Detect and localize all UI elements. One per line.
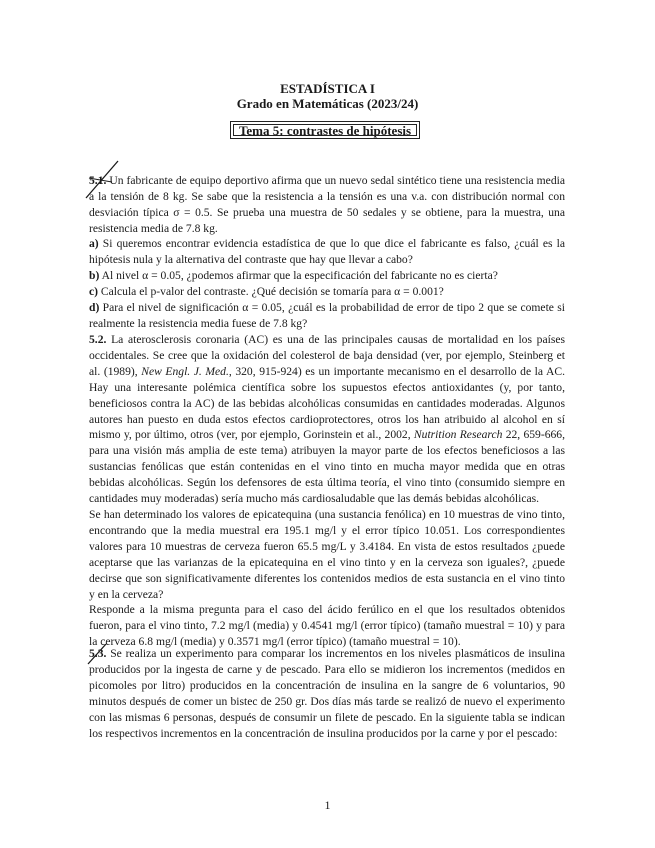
part-text: Para el nivel de significación α = 0.05, ¿cuál es la probabilidad de error de tipo 2 que se comete si realmente la resistencia media fuese de 7.8 kg? bbox=[89, 300, 565, 330]
problem-text: 22, 659-666, para una visión más amplia de este tema) atribuyen la mayor parte de los efectos beneficiosos a las sustancias fenólicas que están contenidas en el vino tinto en mucha mayor medida que en otras bebidas alcohólicas. Según los defensores de esta última teoría, el vino tinto (consumido siempre en cantidades muy moderadas) sería mucho más cardiosaludable que las demás bebidas alcohólicas. bbox=[89, 428, 565, 506]
journal-citation: Nutrition Research bbox=[413, 428, 503, 442]
part-label: b) bbox=[89, 268, 100, 282]
problem-text: Un fabricante de equipo deportivo afirma que un nuevo sedal sintético tiene una resistencia media a la tensión de 8 kg. Se sabe que la resistencia a la tensión es una v.a. con distribución normal con desviación típica σ = 0.5. Se prueba una muestra de 50 sedales y se obtiene, para la muestra, una resistencia media de 7.8 kg. bbox=[89, 174, 565, 235]
problem-number: 5.2. bbox=[89, 333, 107, 346]
problem-paragraph: Responde a la misma pregunta para el caso del ácido ferúlico en el que los resultados obtenidos fueron, para el vino tinto, 7.2 mg/l (media) y 0.4541 mg/l (error típico) (tamaño muestral = 10) y para la cerveza 6.8 mg/l (media) y 0.3571 mg/l (error típico) (tamaño muestral = 10). bbox=[89, 603, 565, 649]
part-text: Calcula el p-valor del contraste. ¿Qué decisión se tomaría para α = 0.001? bbox=[100, 284, 444, 298]
problem-5-3 bbox=[89, 646, 565, 741]
part-text: Al nivel α = 0.05, ¿podemos afirmar que la especificación del fabricante no es cierta? bbox=[101, 268, 498, 282]
part-label: c) bbox=[89, 284, 99, 298]
topic-box bbox=[230, 121, 420, 139]
problem-5-1-parts bbox=[89, 236, 565, 331]
part-label: a) bbox=[89, 237, 99, 250]
degree-title: Grado en Matemáticas (2023/24) bbox=[236, 96, 419, 111]
part-text: Si queremos encontrar evidencia estadística de que lo que dice el fabricante es falso, ¿cuál es la hipótesis nula y la alternativa del contraste que hay que llevar a cabo? bbox=[89, 237, 565, 266]
problem-5-2 bbox=[89, 332, 565, 650]
problem-text: La aterosclerosis coronaria (AC) es una de las principales causas de mortalidad en los países occidentales. Se cree que la oxidación del colesterol de baja densidad (ver, por ejemplo, Steinberg et al. (1989), bbox=[89, 333, 565, 378]
page-number: 1 bbox=[324, 798, 331, 812]
topic-title: Tema 5: contrastes de hipótesis bbox=[238, 123, 412, 138]
problem-text: , 320, 915-924) es un importante mecanismo en el desarrollo de la AC. Hay una interesante polémica científica sobre los supuestos efectos antioxidantes (y, por tanto, beneficiosos contra la AC) de las bebidas alcohólicas consumidas en cantidades moderadas. Algunos autores han puesto en duda estos efectos cardioprotectores, otros los han atribuido al alcohol en sí mismo y, por último, otros (ver, por ejemplo, Gorinstein et al., 2002, bbox=[89, 364, 565, 442]
problem-number: 5.1. bbox=[89, 174, 107, 187]
topic-box-inner-border bbox=[233, 124, 417, 136]
problem-number: 5.3. bbox=[89, 647, 107, 660]
problem-text: Se realiza un experimento para comparar los incrementos en los niveles plasmáticos de insulina producidos por la ingesta de carne y de pescado. Para ello se midieron los incrementos (medidos en picomoles por litro) producidos en la concentración de insulina en la sangre de 6 voluntarios, 90 minutos después de comer un bistec de 250 gr. Dos días más tarde se realizó de nuevo el experimento con las mismas 6 personas, después de consumir un filete de pescado. En la siguiente tabla se indican los respectivos incrementos en la concentración de insulina producidos por la carne y por el pescado: bbox=[89, 647, 565, 740]
course-title: ESTADÍSTICA I bbox=[280, 81, 375, 96]
problem-5-1-statement bbox=[89, 173, 565, 237]
problem-paragraph: Se han determinado los valores de epicatequina (una sustancia fenólica) en 10 muestras de vino tinto, encontrando que la media muestral era 195.1 mg/l y el error típico 10.051. Los correspondientes valores para 10 muestras de cerveza fueron 65.5 mg/L y 3.4184. En vista de estos resultados ¿puede aceptarse que las varianzas de la epicatequina en el vino tinto y en la cerveza son iguales?, ¿puede decirse que son significativamente diferentes los contenidos medios de esta sustancia en el vino tinto y en la cerveza? bbox=[89, 507, 565, 601]
part-label: d) bbox=[89, 300, 100, 314]
journal-citation: New Engl. J. Med. bbox=[141, 364, 229, 378]
